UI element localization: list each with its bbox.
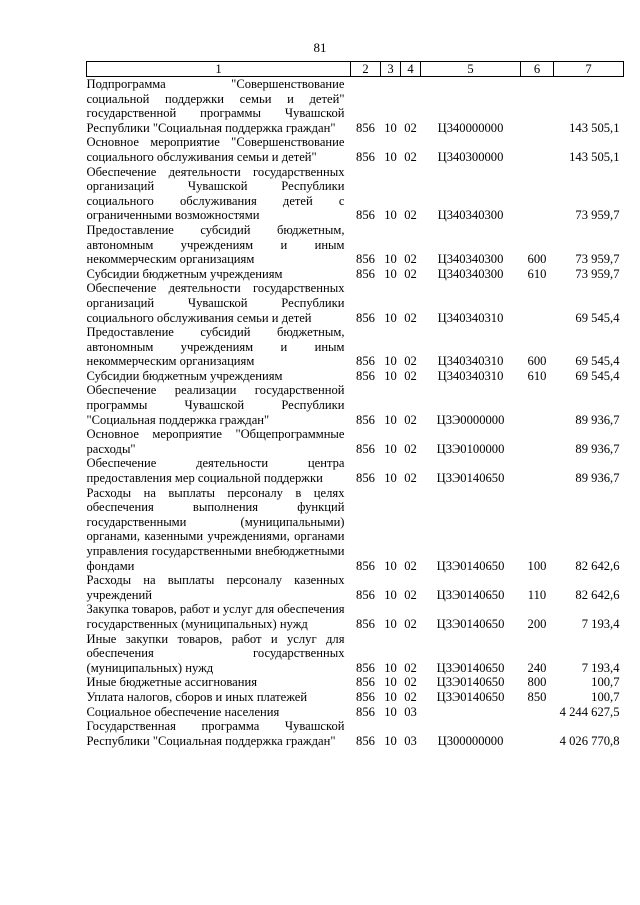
row-target-article: Ц3Э0140650 bbox=[436, 675, 505, 690]
row-name: Предоставление субсидий бюджетным, автономным учреждениям и иным некоммерческим организациям bbox=[86, 222, 345, 267]
row-section: 10 bbox=[384, 660, 397, 675]
row-name: Обеспечение деятельности государственных организаций Чувашской Республики социального обслуживания детей с ограниченными возможностями bbox=[86, 164, 345, 223]
row-target-article: Ц300000000 bbox=[437, 733, 504, 748]
table-row bbox=[87, 705, 624, 720]
row-amount: 89 936,7 bbox=[575, 441, 620, 456]
header-cell: 6 bbox=[521, 62, 554, 77]
row-subsection: 02 bbox=[404, 675, 417, 690]
table-row bbox=[87, 281, 624, 325]
row-target-article: Ц340300000 bbox=[437, 149, 504, 164]
row-subsection: 02 bbox=[404, 412, 417, 427]
row-code: 856 bbox=[356, 471, 375, 486]
row-section: 10 bbox=[384, 441, 397, 456]
row-amount: 89 936,7 bbox=[575, 412, 620, 427]
row-code: 856 bbox=[356, 412, 375, 427]
row-name: Уплата налогов, сборов и иных платежей bbox=[86, 689, 308, 704]
row-name: Иные закупки товаров, работ и услуг для обеспечения государственных (муниципальных) нужд bbox=[86, 631, 345, 675]
table-row bbox=[87, 573, 624, 602]
row-amount: 100,7 bbox=[591, 675, 620, 690]
row-name: Обеспечение деятельности центра предоставления мер социальной поддержки bbox=[86, 456, 345, 486]
row-code: 856 bbox=[356, 120, 375, 135]
row-subsection: 02 bbox=[404, 208, 417, 223]
row-name: Иные бюджетные ассигнования bbox=[86, 675, 258, 690]
row-expense-type bbox=[521, 456, 554, 485]
table-row bbox=[87, 383, 624, 427]
row-amount: 7 193,4 bbox=[581, 660, 620, 675]
table-body bbox=[87, 77, 624, 749]
row-target-article: Ц3Э0100000 bbox=[436, 441, 505, 456]
row-expense-type: 850 bbox=[527, 689, 547, 704]
row-subsection: 02 bbox=[404, 149, 417, 164]
row-code: 856 bbox=[356, 587, 375, 602]
row-name: Социальное обеспечение населения bbox=[86, 704, 280, 719]
row-subsection: 02 bbox=[404, 587, 417, 602]
row-section: 10 bbox=[384, 354, 397, 369]
row-subsection: 02 bbox=[404, 252, 417, 267]
table-row bbox=[87, 719, 624, 748]
row-section: 10 bbox=[384, 368, 397, 383]
row-section: 10 bbox=[384, 675, 397, 690]
table-row bbox=[87, 325, 624, 369]
row-code: 856 bbox=[356, 558, 375, 573]
row-subsection: 02 bbox=[404, 120, 417, 135]
row-target-article: Ц3Э0140650 bbox=[436, 558, 505, 573]
row-name: Подпрограмма "Совершенствование социальной поддержки семьи и детей" государственной программы Чувашской Республики "Социальная поддержка граждан" bbox=[86, 77, 345, 135]
row-name: Основное мероприятие "Совершенствование социального обслуживания семьи и детей" bbox=[86, 135, 345, 164]
row-amount: 89 936,7 bbox=[575, 471, 620, 486]
row-expense-type: 100 bbox=[527, 558, 547, 573]
row-code: 856 bbox=[356, 354, 375, 369]
row-subsection: 03 bbox=[404, 733, 417, 748]
row-target-article: Ц340340310 bbox=[437, 310, 504, 325]
row-expense-type: 610 bbox=[527, 368, 547, 383]
row-amount: 69 545,4 bbox=[575, 310, 620, 325]
row-code: 856 bbox=[356, 149, 375, 164]
row-name: Обеспечение реализации государственной программы Чувашской Республики "Социальная поддержка граждан" bbox=[86, 383, 345, 427]
row-amount: 7 193,4 bbox=[581, 616, 620, 631]
row-target-article: Ц3Э0140650 bbox=[436, 471, 505, 486]
row-expense-type bbox=[521, 383, 554, 427]
row-expense-type bbox=[521, 719, 554, 748]
row-name: Основное мероприятие "Общепрограммные расходы" bbox=[86, 427, 345, 456]
row-target-article: Ц3Э0140650 bbox=[436, 660, 505, 675]
table-row bbox=[87, 486, 624, 574]
row-expense-type: 240 bbox=[527, 660, 547, 675]
row-subsection: 03 bbox=[404, 704, 417, 719]
row-code: 856 bbox=[356, 252, 375, 267]
row-amount: 73 959,7 bbox=[575, 208, 620, 223]
row-amount: 100,7 bbox=[591, 689, 620, 704]
row-code: 856 bbox=[356, 660, 375, 675]
table-row bbox=[87, 267, 624, 282]
header-cell: 4 bbox=[401, 62, 421, 77]
row-target-article: Ц3Э0140650 bbox=[436, 689, 505, 704]
header-cell: 7 bbox=[554, 62, 624, 77]
row-name: Субсидии бюджетным учреждениям bbox=[86, 368, 283, 383]
table-row bbox=[87, 632, 624, 676]
row-subsection: 02 bbox=[404, 266, 417, 281]
row-code: 856 bbox=[356, 368, 375, 383]
row-amount: 69 545,4 bbox=[575, 368, 620, 383]
row-section: 10 bbox=[384, 587, 397, 602]
row-expense-type: 800 bbox=[527, 675, 547, 690]
row-expense-type bbox=[521, 165, 554, 223]
row-expense-type bbox=[521, 135, 554, 164]
row-expense-type: 200 bbox=[527, 616, 547, 631]
row-code: 856 bbox=[356, 733, 375, 748]
row-target-article bbox=[421, 705, 521, 720]
row-subsection: 02 bbox=[404, 689, 417, 704]
row-subsection: 02 bbox=[404, 310, 417, 325]
row-section: 10 bbox=[384, 616, 397, 631]
row-section: 10 bbox=[384, 689, 397, 704]
row-code: 856 bbox=[356, 208, 375, 223]
row-target-article: Ц340000000 bbox=[437, 120, 504, 135]
row-expense-type bbox=[521, 77, 554, 136]
row-name: Закупка товаров, работ и услуг для обеспечения государственных (муниципальных) нужд bbox=[86, 602, 345, 631]
row-target-article: Ц340340310 bbox=[437, 368, 504, 383]
row-name: Обеспечение деятельности государственных организаций Чувашской Республики социального обслуживания семьи и детей bbox=[86, 281, 345, 325]
row-section: 10 bbox=[384, 471, 397, 486]
row-subsection: 02 bbox=[404, 368, 417, 383]
row-section: 10 bbox=[384, 558, 397, 573]
row-section: 10 bbox=[384, 412, 397, 427]
row-section: 10 bbox=[384, 704, 397, 719]
row-subsection: 02 bbox=[404, 441, 417, 456]
row-subsection: 02 bbox=[404, 660, 417, 675]
row-target-article: Ц340340300 bbox=[437, 208, 504, 223]
row-code: 856 bbox=[356, 704, 375, 719]
row-amount: 82 642,6 bbox=[575, 587, 620, 602]
header-cell: 3 bbox=[381, 62, 401, 77]
table-row bbox=[87, 165, 624, 223]
table-row bbox=[87, 690, 624, 705]
row-expense-type bbox=[521, 427, 554, 456]
table-row bbox=[87, 456, 624, 485]
row-name: Предоставление субсидий бюджетным, автономным учреждениям и иным некоммерческим организациям bbox=[86, 325, 345, 369]
row-target-article: Ц3Э0000000 bbox=[436, 412, 505, 427]
row-code: 856 bbox=[356, 675, 375, 690]
row-code: 856 bbox=[356, 266, 375, 281]
table-row bbox=[87, 602, 624, 631]
table-row bbox=[87, 369, 624, 384]
row-name: Субсидии бюджетным учреждениям bbox=[86, 266, 283, 281]
header-cell: 2 bbox=[351, 62, 381, 77]
row-subsection: 02 bbox=[404, 616, 417, 631]
row-section: 10 bbox=[384, 149, 397, 164]
page-number: 81 bbox=[313, 40, 327, 55]
row-target-article: Ц3Э0140650 bbox=[436, 616, 505, 631]
row-code: 856 bbox=[356, 616, 375, 631]
table-row bbox=[87, 223, 624, 267]
row-section: 10 bbox=[384, 252, 397, 267]
row-amount: 69 545,4 bbox=[575, 354, 620, 369]
row-section: 10 bbox=[384, 120, 397, 135]
row-expense-type: 600 bbox=[527, 252, 547, 267]
row-target-article: Ц340340300 bbox=[437, 252, 504, 267]
row-amount: 73 959,7 bbox=[575, 252, 620, 267]
table-row bbox=[87, 135, 624, 164]
row-code: 856 bbox=[356, 689, 375, 704]
row-expense-type: 110 bbox=[527, 587, 547, 602]
row-amount: 73 959,7 bbox=[575, 266, 620, 281]
header-cell: 1 bbox=[87, 62, 351, 77]
row-target-article: Ц3Э0140650 bbox=[436, 587, 505, 602]
row-name: Расходы на выплаты персоналу в целях обеспечения выполнения функций государственными (муниципальными) органами, казенными учреждениями, органами управления государственными внебюджетными фондами bbox=[86, 485, 345, 573]
row-subsection: 02 bbox=[404, 558, 417, 573]
row-section: 10 bbox=[384, 733, 397, 748]
row-expense-type: 600 bbox=[527, 354, 547, 369]
row-amount: 143 505,1 bbox=[569, 120, 620, 135]
row-expense-type bbox=[521, 705, 554, 720]
row-target-article: Ц340340300 bbox=[437, 266, 504, 281]
row-amount: 143 505,1 bbox=[569, 149, 620, 164]
row-amount: 4 026 770,8 bbox=[559, 733, 620, 748]
table-row bbox=[87, 77, 624, 136]
header-cell: 5 bbox=[421, 62, 521, 77]
row-section: 10 bbox=[384, 266, 397, 281]
row-name: Государственная программа Чувашской Республики "Социальная поддержка граждан" bbox=[86, 719, 345, 748]
row-subsection: 02 bbox=[404, 471, 417, 486]
row-expense-type bbox=[521, 281, 554, 325]
row-section: 10 bbox=[384, 310, 397, 325]
row-subsection: 02 bbox=[404, 354, 417, 369]
row-amount: 4 244 627,5 bbox=[559, 704, 620, 719]
row-name: Расходы на выплаты персоналу казенных учреждений bbox=[86, 573, 345, 602]
row-section: 10 bbox=[384, 208, 397, 223]
table-row bbox=[87, 675, 624, 690]
budget-table bbox=[86, 61, 624, 748]
table-row bbox=[87, 427, 624, 456]
row-expense-type: 610 bbox=[527, 266, 547, 281]
row-target-article: Ц340340310 bbox=[437, 354, 504, 369]
row-code: 856 bbox=[356, 310, 375, 325]
header-row bbox=[87, 62, 624, 77]
row-amount: 82 642,6 bbox=[575, 558, 620, 573]
row-code: 856 bbox=[356, 441, 375, 456]
